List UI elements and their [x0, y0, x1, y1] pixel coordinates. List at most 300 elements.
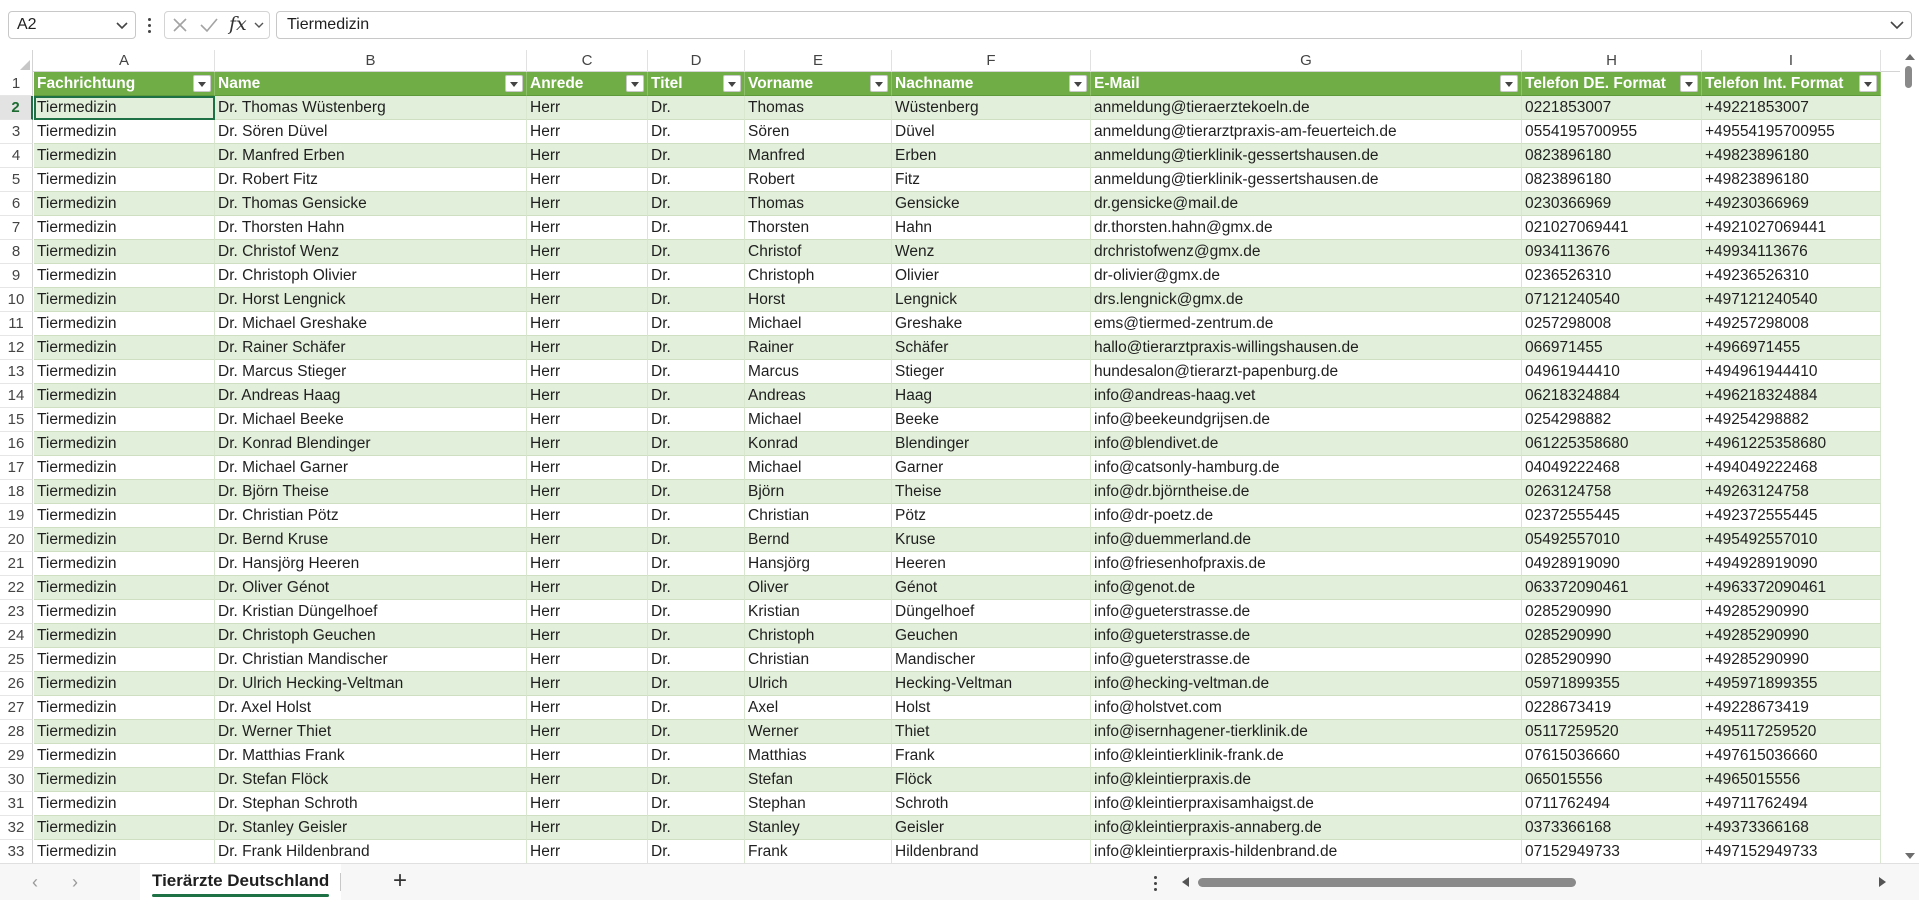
table-cell[interactable]: +49285290990 — [1702, 600, 1881, 624]
table-cell[interactable]: Dr. — [648, 408, 745, 432]
next-sheet-icon[interactable]: › — [72, 872, 78, 892]
table-cell[interactable]: Dr. — [648, 360, 745, 384]
chevron-down-icon[interactable] — [115, 17, 129, 38]
table-cell[interactable]: Dr. Christof Wenz — [215, 240, 527, 264]
row-header[interactable]: 7 — [0, 216, 33, 240]
table-cell[interactable]: Dr. — [648, 192, 745, 216]
table-cell[interactable]: drchristofwenz@gmx.de — [1091, 240, 1522, 264]
table-cell[interactable]: Dr. — [648, 672, 745, 696]
table-cell[interactable]: Blendinger — [892, 432, 1091, 456]
table-cell[interactable]: Christof — [745, 240, 892, 264]
table-cell[interactable]: +49236526310 — [1702, 264, 1881, 288]
table-cell[interactable]: 0934113676 — [1522, 240, 1702, 264]
table-cell[interactable]: Dr. Manfred Erben — [215, 144, 527, 168]
column-header[interactable]: E — [745, 50, 892, 72]
table-cell[interactable]: 0254298882 — [1522, 408, 1702, 432]
table-cell[interactable]: info@kleintierpraxis-hildenbrand.de — [1091, 840, 1522, 863]
table-cell[interactable]: 0285290990 — [1522, 624, 1702, 648]
table-cell[interactable]: info@andreas-haag.vet — [1091, 384, 1522, 408]
previous-sheet-icon[interactable]: ‹ — [32, 872, 38, 892]
table-cell[interactable]: Dr. — [648, 312, 745, 336]
table-cell[interactable]: 04928919090 — [1522, 552, 1702, 576]
table-cell[interactable]: +497121240540 — [1702, 288, 1881, 312]
table-cell[interactable]: info@catsonly-hamburg.de — [1091, 456, 1522, 480]
table-cell[interactable]: +494961944410 — [1702, 360, 1881, 384]
table-cell[interactable]: 0285290990 — [1522, 648, 1702, 672]
table-cell[interactable]: +49823896180 — [1702, 168, 1881, 192]
table-cell[interactable]: Christoph — [745, 624, 892, 648]
table-cell[interactable]: Dr. — [648, 552, 745, 576]
row-header[interactable]: 10 — [0, 288, 33, 312]
row-header[interactable]: 26 — [0, 672, 33, 696]
table-cell[interactable]: 021027069441 — [1522, 216, 1702, 240]
column-header[interactable]: F — [892, 50, 1091, 72]
more-options-icon[interactable] — [143, 13, 155, 37]
table-cell[interactable]: Marcus — [745, 360, 892, 384]
table-cell[interactable]: Stanley — [745, 816, 892, 840]
filter-dropdown-icon[interactable] — [626, 75, 644, 92]
table-cell[interactable]: Herr — [527, 624, 648, 648]
table-cell[interactable]: +497615036660 — [1702, 744, 1881, 768]
table-cell[interactable]: +495492557010 — [1702, 528, 1881, 552]
table-cell[interactable]: Werner — [745, 720, 892, 744]
table-cell[interactable]: Dr. Rainer Schäfer — [215, 336, 527, 360]
table-cell[interactable]: +495117259520 — [1702, 720, 1881, 744]
vertical-scrollbar[interactable] — [1900, 50, 1919, 863]
table-cell[interactable]: 04049222468 — [1522, 456, 1702, 480]
table-cell[interactable]: Dr. Horst Lengnick — [215, 288, 527, 312]
table-cell[interactable]: 02372555445 — [1522, 504, 1702, 528]
table-cell[interactable]: Dr. — [648, 432, 745, 456]
table-cell[interactable]: Herr — [527, 168, 648, 192]
row-header[interactable]: 23 — [0, 600, 33, 624]
table-cell[interactable]: Dr. Christian Pötz — [215, 504, 527, 528]
table-cell[interactable]: Tiermedizin — [34, 624, 215, 648]
table-cell[interactable]: +49373366168 — [1702, 816, 1881, 840]
spreadsheet-grid[interactable] — [0, 50, 1900, 863]
table-cell[interactable]: Frank — [745, 840, 892, 863]
table-header-cell[interactable] — [34, 72, 215, 96]
table-cell[interactable]: 0228673419 — [1522, 696, 1702, 720]
horizontal-scroll-thumb[interactable] — [1198, 878, 1576, 887]
row-header[interactable]: 15 — [0, 408, 33, 432]
filter-dropdown-icon[interactable] — [870, 75, 888, 92]
filter-dropdown-icon[interactable] — [1680, 75, 1698, 92]
table-cell[interactable]: Kruse — [892, 528, 1091, 552]
filter-dropdown-icon[interactable] — [1069, 75, 1087, 92]
table-cell[interactable]: Greshake — [892, 312, 1091, 336]
table-cell[interactable]: Tiermedizin — [34, 240, 215, 264]
table-cell[interactable]: Dr. Andreas Haag — [215, 384, 527, 408]
column-header[interactable]: G — [1091, 50, 1522, 72]
row-header[interactable]: 3 — [0, 120, 33, 144]
table-cell[interactable]: Dr. — [648, 624, 745, 648]
table-cell[interactable]: Herr — [527, 216, 648, 240]
table-cell[interactable]: +49285290990 — [1702, 648, 1881, 672]
table-cell[interactable]: Tiermedizin — [34, 360, 215, 384]
table-header-cell[interactable] — [892, 72, 1091, 96]
table-cell[interactable]: Dr. Frank Hildenbrand — [215, 840, 527, 863]
column-header[interactable]: D — [648, 50, 745, 72]
row-header[interactable]: 2 — [0, 96, 33, 120]
table-cell[interactable]: info@dr.björntheise.de — [1091, 480, 1522, 504]
table-cell[interactable]: info@hecking-veltman.de — [1091, 672, 1522, 696]
table-header-cell[interactable] — [745, 72, 892, 96]
table-cell[interactable]: Christian — [745, 648, 892, 672]
table-cell[interactable]: Beeke — [892, 408, 1091, 432]
table-cell[interactable]: Schroth — [892, 792, 1091, 816]
table-cell[interactable]: Björn — [745, 480, 892, 504]
table-cell[interactable]: Rainer — [745, 336, 892, 360]
column-header[interactable]: I — [1702, 50, 1881, 72]
table-cell[interactable]: Tiermedizin — [34, 528, 215, 552]
table-cell[interactable]: +4966971455 — [1702, 336, 1881, 360]
table-cell[interactable]: +49823896180 — [1702, 144, 1881, 168]
table-cell[interactable]: 04961944410 — [1522, 360, 1702, 384]
table-cell[interactable]: info@kleintierpraxis.de — [1091, 768, 1522, 792]
table-cell[interactable]: 07615036660 — [1522, 744, 1702, 768]
table-cell[interactable]: Thorsten — [745, 216, 892, 240]
table-cell[interactable]: +494049222468 — [1702, 456, 1881, 480]
table-cell[interactable]: Tiermedizin — [34, 456, 215, 480]
scroll-up-icon[interactable] — [1905, 54, 1915, 60]
table-cell[interactable]: Stieger — [892, 360, 1091, 384]
table-cell[interactable]: anmeldung@tierarztpraxis-am-feuerteich.de — [1091, 120, 1522, 144]
table-cell[interactable]: +4961225358680 — [1702, 432, 1881, 456]
table-cell[interactable]: Herr — [527, 528, 648, 552]
table-cell[interactable]: Dr. — [648, 528, 745, 552]
table-cell[interactable]: Tiermedizin — [34, 96, 215, 120]
table-cell[interactable]: Dr. Björn Theise — [215, 480, 527, 504]
table-cell[interactable]: 061225358680 — [1522, 432, 1702, 456]
filter-dropdown-icon[interactable] — [193, 75, 211, 92]
table-cell[interactable]: Geuchen — [892, 624, 1091, 648]
table-cell[interactable]: Oliver — [745, 576, 892, 600]
table-cell[interactable]: Herr — [527, 600, 648, 624]
table-cell[interactable]: Herr — [527, 744, 648, 768]
row-header[interactable]: 29 — [0, 744, 33, 768]
table-cell[interactable]: 07152949733 — [1522, 840, 1702, 863]
table-cell[interactable]: ems@tiermed-zentrum.de — [1091, 312, 1522, 336]
table-cell[interactable]: Herr — [527, 792, 648, 816]
table-cell[interactable]: 0554195700955 — [1522, 120, 1702, 144]
table-cell[interactable]: Wüstenberg — [892, 96, 1091, 120]
table-cell[interactable]: Hecking-Veltman — [892, 672, 1091, 696]
table-cell[interactable]: Dr. Stephan Schroth — [215, 792, 527, 816]
table-cell[interactable]: Dr. — [648, 288, 745, 312]
scroll-down-icon[interactable] — [1905, 853, 1915, 859]
column-header[interactable]: H — [1522, 50, 1702, 72]
table-cell[interactable]: Tiermedizin — [34, 312, 215, 336]
table-cell[interactable]: +4921027069441 — [1702, 216, 1881, 240]
table-cell[interactable]: Herr — [527, 336, 648, 360]
table-cell[interactable]: Herr — [527, 816, 648, 840]
table-cell[interactable]: +49257298008 — [1702, 312, 1881, 336]
table-cell[interactable]: Dr. Robert Fitz — [215, 168, 527, 192]
table-cell[interactable]: dr.thorsten.hahn@gmx.de — [1091, 216, 1522, 240]
table-cell[interactable]: 066971455 — [1522, 336, 1702, 360]
filter-dropdown-icon[interactable] — [1500, 75, 1518, 92]
table-cell[interactable]: 065015556 — [1522, 768, 1702, 792]
table-cell[interactable]: Herr — [527, 648, 648, 672]
row-header[interactable]: 6 — [0, 192, 33, 216]
table-cell[interactable]: +496218324884 — [1702, 384, 1881, 408]
table-cell[interactable]: Kristian — [745, 600, 892, 624]
table-cell[interactable]: Dr. Christian Mandischer — [215, 648, 527, 672]
row-header[interactable]: 25 — [0, 648, 33, 672]
table-cell[interactable]: Düvel — [892, 120, 1091, 144]
table-cell[interactable]: Tiermedizin — [34, 576, 215, 600]
table-cell[interactable]: Herr — [527, 480, 648, 504]
table-cell[interactable]: 0711762494 — [1522, 792, 1702, 816]
table-cell[interactable]: Flöck — [892, 768, 1091, 792]
row-header[interactable]: 33 — [0, 840, 33, 863]
table-cell[interactable]: Thomas — [745, 192, 892, 216]
table-cell[interactable]: Dr. — [648, 336, 745, 360]
select-all-button[interactable] — [0, 50, 33, 72]
table-cell[interactable]: Herr — [527, 360, 648, 384]
table-cell[interactable]: +49263124758 — [1702, 480, 1881, 504]
table-cell[interactable]: Tiermedizin — [34, 648, 215, 672]
table-cell[interactable]: 0285290990 — [1522, 600, 1702, 624]
table-cell[interactable]: Garner — [892, 456, 1091, 480]
column-header[interactable]: B — [215, 50, 527, 72]
table-cell[interactable]: Tiermedizin — [34, 720, 215, 744]
table-cell[interactable]: Christian — [745, 504, 892, 528]
table-cell[interactable]: info@gueterstrasse.de — [1091, 648, 1522, 672]
filter-dropdown-icon[interactable] — [505, 75, 523, 92]
table-cell[interactable]: Tiermedizin — [34, 696, 215, 720]
row-header[interactable]: 24 — [0, 624, 33, 648]
table-cell[interactable]: +49230366969 — [1702, 192, 1881, 216]
table-cell[interactable]: Olivier — [892, 264, 1091, 288]
table-cell[interactable]: +494928919090 — [1702, 552, 1881, 576]
table-cell[interactable]: Hildenbrand — [892, 840, 1091, 863]
table-cell[interactable]: Pötz — [892, 504, 1091, 528]
row-header[interactable]: 11 — [0, 312, 33, 336]
horizontal-scrollbar[interactable] — [1178, 872, 1890, 892]
table-header-cell[interactable] — [1522, 72, 1702, 96]
table-cell[interactable]: Herr — [527, 456, 648, 480]
table-cell[interactable]: Matthias — [745, 744, 892, 768]
table-cell[interactable]: Frank — [892, 744, 1091, 768]
table-cell[interactable]: info@beekeundgrijsen.de — [1091, 408, 1522, 432]
confirm-icon[interactable] — [199, 16, 219, 39]
insert-function-button[interactable]: fx — [229, 13, 247, 35]
table-cell[interactable]: 0221853007 — [1522, 96, 1702, 120]
table-cell[interactable]: Tiermedizin — [34, 792, 215, 816]
table-cell[interactable]: 05492557010 — [1522, 528, 1702, 552]
table-cell[interactable]: Dr. Thomas Gensicke — [215, 192, 527, 216]
table-cell[interactable]: Dr. Michael Garner — [215, 456, 527, 480]
table-cell[interactable]: Thiet — [892, 720, 1091, 744]
table-cell[interactable]: 0373366168 — [1522, 816, 1702, 840]
filter-dropdown-icon[interactable] — [723, 75, 741, 92]
row-header[interactable]: 18 — [0, 480, 33, 504]
table-cell[interactable]: Tiermedizin — [34, 552, 215, 576]
table-cell[interactable]: Mandischer — [892, 648, 1091, 672]
table-cell[interactable]: Dr. — [648, 456, 745, 480]
table-cell[interactable]: Michael — [745, 408, 892, 432]
table-cell[interactable]: Herr — [527, 504, 648, 528]
table-cell[interactable]: Tiermedizin — [34, 288, 215, 312]
table-cell[interactable]: Dr. — [648, 744, 745, 768]
row-header[interactable]: 20 — [0, 528, 33, 552]
table-cell[interactable]: Dr. Sören Düvel — [215, 120, 527, 144]
table-cell[interactable]: anmeldung@tierklinik-gessertshausen.de — [1091, 144, 1522, 168]
row-header[interactable]: 22 — [0, 576, 33, 600]
table-cell[interactable]: Génot — [892, 576, 1091, 600]
vertical-scroll-thumb[interactable] — [1905, 66, 1912, 88]
table-cell[interactable]: +49228673419 — [1702, 696, 1881, 720]
table-cell[interactable]: Dr. Christoph Geuchen — [215, 624, 527, 648]
table-cell[interactable]: Herr — [527, 384, 648, 408]
table-header-cell[interactable] — [527, 72, 648, 96]
table-cell[interactable]: Dr. Oliver Génot — [215, 576, 527, 600]
table-cell[interactable]: Dr. Christoph Olivier — [215, 264, 527, 288]
table-cell[interactable]: Dr. Ulrich Hecking-Veltman — [215, 672, 527, 696]
table-cell[interactable]: Tiermedizin — [34, 144, 215, 168]
table-cell[interactable]: 0236526310 — [1522, 264, 1702, 288]
table-cell[interactable]: +497152949733 — [1702, 840, 1881, 863]
table-cell[interactable]: +49934113676 — [1702, 240, 1881, 264]
row-header[interactable]: 1 — [0, 72, 33, 96]
table-cell[interactable]: Dr. — [648, 816, 745, 840]
table-cell[interactable]: Herr — [527, 840, 648, 863]
row-header[interactable]: 27 — [0, 696, 33, 720]
table-cell[interactable]: Axel — [745, 696, 892, 720]
table-cell[interactable]: Wenz — [892, 240, 1091, 264]
table-cell[interactable]: Hahn — [892, 216, 1091, 240]
table-cell[interactable]: Dr. Matthias Frank — [215, 744, 527, 768]
row-header[interactable]: 31 — [0, 792, 33, 816]
table-cell[interactable]: dr-olivier@gmx.de — [1091, 264, 1522, 288]
table-cell[interactable]: info@isernhagener-tierklinik.de — [1091, 720, 1522, 744]
table-cell[interactable]: Dr. Konrad Blendinger — [215, 432, 527, 456]
table-cell[interactable]: hallo@tierarztpraxis-willingshausen.de — [1091, 336, 1522, 360]
table-cell[interactable]: Dr. — [648, 600, 745, 624]
table-cell[interactable]: info@kleintierpraxis-annaberg.de — [1091, 816, 1522, 840]
table-cell[interactable]: Dr. Axel Holst — [215, 696, 527, 720]
table-header-cell[interactable] — [648, 72, 745, 96]
table-cell[interactable]: Tiermedizin — [34, 768, 215, 792]
table-cell[interactable]: +4963372090461 — [1702, 576, 1881, 600]
table-cell[interactable]: Herr — [527, 264, 648, 288]
table-cell[interactable]: info@genot.de — [1091, 576, 1522, 600]
row-header[interactable]: 14 — [0, 384, 33, 408]
table-cell[interactable]: Tiermedizin — [34, 480, 215, 504]
table-cell[interactable]: +49285290990 — [1702, 624, 1881, 648]
table-cell[interactable]: Dr. — [648, 576, 745, 600]
table-cell[interactable]: Tiermedizin — [34, 816, 215, 840]
table-cell[interactable]: 07121240540 — [1522, 288, 1702, 312]
table-cell[interactable]: Tiermedizin — [34, 600, 215, 624]
table-cell[interactable]: Tiermedizin — [34, 408, 215, 432]
table-cell[interactable]: info@friesenhofpraxis.de — [1091, 552, 1522, 576]
table-cell[interactable]: Dr. — [648, 840, 745, 863]
table-cell[interactable]: Heeren — [892, 552, 1091, 576]
table-cell[interactable]: Dr. — [648, 696, 745, 720]
row-header[interactable]: 28 — [0, 720, 33, 744]
cancel-icon[interactable] — [171, 16, 189, 39]
table-cell[interactable]: info@dr-poetz.de — [1091, 504, 1522, 528]
table-cell[interactable]: Tiermedizin — [34, 168, 215, 192]
row-header[interactable]: 8 — [0, 240, 33, 264]
table-cell[interactable]: Herr — [527, 312, 648, 336]
table-cell[interactable]: Herr — [527, 768, 648, 792]
table-cell[interactable]: Tiermedizin — [34, 672, 215, 696]
table-cell[interactable]: 0230366969 — [1522, 192, 1702, 216]
row-header[interactable]: 17 — [0, 456, 33, 480]
row-header[interactable]: 30 — [0, 768, 33, 792]
table-cell[interactable]: Theise — [892, 480, 1091, 504]
table-cell[interactable]: hundesalon@tierarzt-papenburg.de — [1091, 360, 1522, 384]
table-cell[interactable]: Herr — [527, 240, 648, 264]
table-cell[interactable]: Herr — [527, 720, 648, 744]
table-cell[interactable]: Erben — [892, 144, 1091, 168]
table-cell[interactable]: Herr — [527, 408, 648, 432]
table-cell[interactable]: Robert — [745, 168, 892, 192]
table-cell[interactable]: +49711762494 — [1702, 792, 1881, 816]
row-header[interactable]: 4 — [0, 144, 33, 168]
table-cell[interactable]: 0823896180 — [1522, 168, 1702, 192]
table-cell[interactable]: Herr — [527, 96, 648, 120]
table-cell[interactable]: Stephan — [745, 792, 892, 816]
add-sheet-button[interactable]: + — [392, 867, 407, 894]
table-cell[interactable]: anmeldung@tieraerztekoeln.de — [1091, 96, 1522, 120]
table-cell[interactable]: 06218324884 — [1522, 384, 1702, 408]
expand-formula-bar-icon[interactable] — [1889, 17, 1905, 38]
table-cell[interactable]: Herr — [527, 696, 648, 720]
table-cell[interactable]: Dr. Bernd Kruse — [215, 528, 527, 552]
row-header[interactable]: 32 — [0, 816, 33, 840]
table-cell[interactable]: Horst — [745, 288, 892, 312]
sheet-tab-tieraerzte-deutschland[interactable]: Tierärzte Deutschland — [140, 864, 341, 900]
table-cell[interactable]: Düngelhoef — [892, 600, 1091, 624]
row-header[interactable]: 19 — [0, 504, 33, 528]
table-cell[interactable]: info@gueterstrasse.de — [1091, 624, 1522, 648]
table-cell[interactable]: Holst — [892, 696, 1091, 720]
table-cell[interactable]: Dr. — [648, 792, 745, 816]
table-cell[interactable]: Dr. — [648, 264, 745, 288]
table-cell[interactable]: drs.lengnick@gmx.de — [1091, 288, 1522, 312]
table-cell[interactable]: Stefan — [745, 768, 892, 792]
table-cell[interactable]: 05117259520 — [1522, 720, 1702, 744]
table-cell[interactable]: Dr. — [648, 384, 745, 408]
table-cell[interactable]: Herr — [527, 192, 648, 216]
table-cell[interactable]: Tiermedizin — [34, 120, 215, 144]
table-cell[interactable]: Andreas — [745, 384, 892, 408]
table-cell[interactable]: Dr. — [648, 168, 745, 192]
table-cell[interactable]: Thomas — [745, 96, 892, 120]
table-cell[interactable]: 0257298008 — [1522, 312, 1702, 336]
column-header[interactable]: C — [527, 50, 648, 72]
table-cell[interactable]: Geisler — [892, 816, 1091, 840]
table-cell[interactable]: Herr — [527, 288, 648, 312]
table-cell[interactable]: Herr — [527, 576, 648, 600]
table-cell[interactable]: Dr. Thomas Wüstenberg — [215, 96, 527, 120]
table-cell[interactable]: Haag — [892, 384, 1091, 408]
table-cell[interactable]: Tiermedizin — [34, 504, 215, 528]
table-cell[interactable]: Tiermedizin — [34, 432, 215, 456]
row-header[interactable]: 9 — [0, 264, 33, 288]
table-cell[interactable]: info@kleintierpraxisamhaigst.de — [1091, 792, 1522, 816]
filter-dropdown-icon[interactable] — [1859, 75, 1877, 92]
table-cell[interactable]: Dr. — [648, 648, 745, 672]
table-cell[interactable]: Gensicke — [892, 192, 1091, 216]
table-cell[interactable]: Dr. Werner Thiet — [215, 720, 527, 744]
scroll-left-icon[interactable] — [1182, 877, 1189, 887]
